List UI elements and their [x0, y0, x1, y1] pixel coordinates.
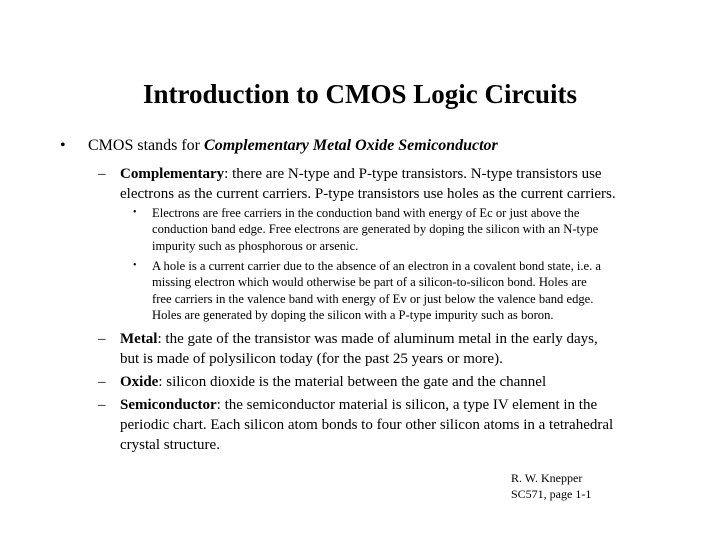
- sub-bullet-marker: •: [133, 260, 137, 271]
- sub-bullet-holes: [133, 258, 673, 324]
- slide-footer: [511, 470, 591, 502]
- dash-marker: –: [98, 331, 106, 347]
- item-complementary: [98, 164, 678, 204]
- sub-bullet-line: A hole is a current carrier due to the absence of an electron in a covalent bond state, i.e. a: [152, 259, 601, 273]
- bullet-emphasis: Complementary Metal Oxide Semiconductor: [204, 137, 498, 154]
- bullet-text: CMOS stands for: [88, 137, 201, 154]
- term-metal: Metal: [120, 331, 158, 347]
- item-text-line: periodic chart. Each silicon atom bonds to four other silicon atoms in a tetrahedral: [120, 417, 614, 433]
- item-oxide: [98, 372, 678, 392]
- item-text-line: crystal structure.: [120, 437, 220, 453]
- item-text-line: : the gate of the transistor was made of aluminum metal in the early days,: [157, 331, 598, 347]
- sub-bullet-line: missing electron which would otherwise be part of a silicon-to-silicon bond. Holes are: [152, 275, 587, 290]
- item-text-line: electrons as the current carriers. P-type transistors use holes as the current carriers.: [120, 186, 616, 202]
- sub-bullet-line: impurity such as phosphorous or arsenic.: [152, 238, 359, 253]
- dash-marker: –: [98, 166, 106, 182]
- term-complementary: Complementary: [120, 166, 225, 182]
- dash-marker: –: [98, 374, 106, 390]
- dash-marker: –: [98, 397, 106, 413]
- sub-bullet-marker: •: [133, 207, 137, 218]
- sub-bullet-line: Holes are generated by doping the silicon with a P-type impurity such as boron.: [152, 308, 554, 323]
- item-text-line: : there are N-type and P-type transistors. N-type transistors use: [224, 166, 602, 182]
- item-text-line: : the semiconductor material is silicon, a type IV element in the: [216, 397, 598, 413]
- sub-bullet-line: free carriers in the valence band with energy of Ev or just below the valence band edge.: [152, 291, 594, 306]
- sub-bullet-line: Electrons are free carriers in the conduction band with energy of Ec or just above the: [152, 206, 580, 220]
- sub-bullet-line: conduction band edge. Free electrons are generated by doping the silicon with an N-type: [152, 222, 599, 237]
- item-text-line: : silicon dioxide is the material between the gate and the channel: [158, 374, 547, 390]
- item-text-line: but is made of polysilicon today (for the past 25 years or more).: [120, 351, 503, 367]
- slide-title: Introduction to CMOS Logic Circuits: [142, 79, 578, 109]
- bullet-marker: •: [60, 137, 66, 154]
- term-oxide: Oxide: [120, 374, 159, 390]
- footer-author: R. W. Knepper: [511, 471, 583, 485]
- term-semiconductor: Semiconductor: [120, 397, 217, 413]
- footer-page: SC571, page 1-1: [511, 487, 592, 501]
- item-semiconductor: [98, 395, 678, 455]
- sub-bullet-electrons: [133, 205, 673, 254]
- bullet-cmos: [60, 136, 680, 156]
- item-metal: [98, 329, 678, 369]
